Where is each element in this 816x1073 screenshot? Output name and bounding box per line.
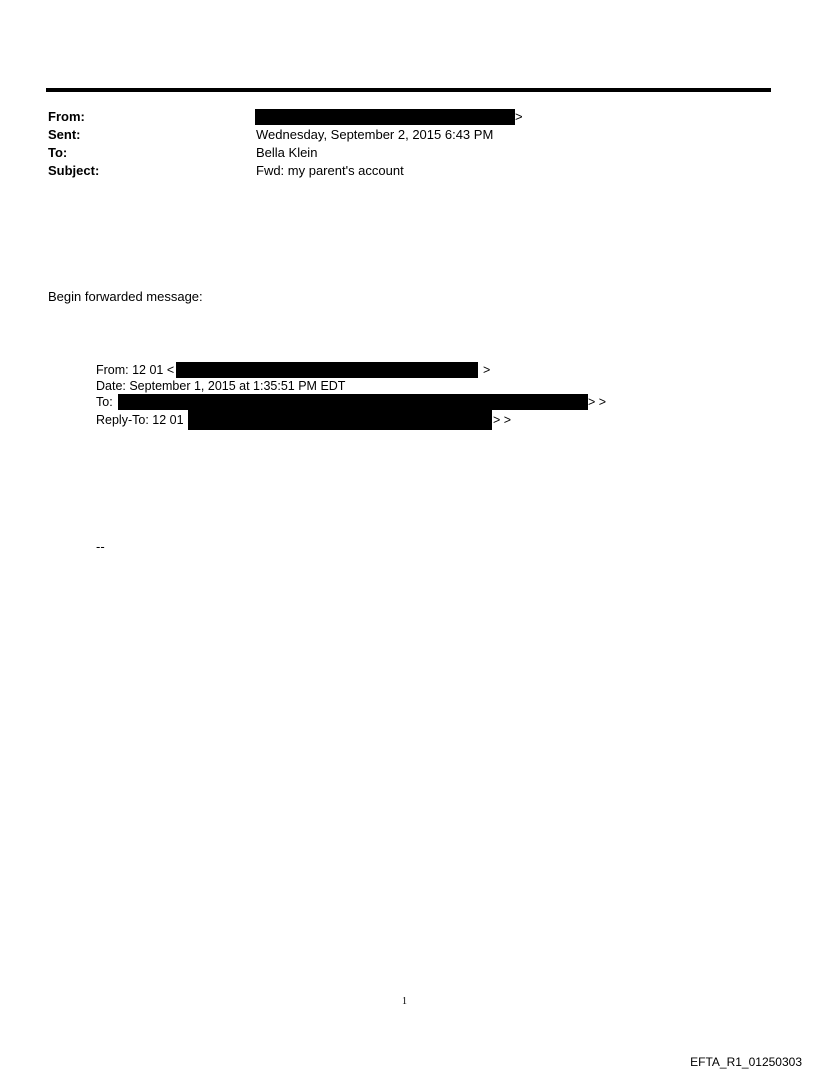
forwarded-from-suffix: > [483,363,491,377]
subject-label: Subject: [48,163,100,178]
from-label: From: [48,109,85,124]
forwarded-reply-to-line [96,412,696,428]
forwarded-date-text: Date: September 1, 2015 at 1:35:51 PM EDT [96,379,346,393]
forwarded-to-line [96,394,696,410]
forwarded-to-suffix: > > [588,395,607,409]
document-id: EFTA_R1_01250303 [690,1055,802,1069]
forwarded-date-line [96,378,696,394]
header-to-row [48,144,748,162]
header-sent-row [48,126,748,144]
header-subject-row [48,162,748,180]
sent-label: Sent: [48,127,81,142]
forwarded-reply-to-prefix: Reply-To: 12 01 [96,413,184,427]
forwarded-to-prefix: To: [96,395,113,409]
forwarded-from-line [96,362,696,378]
forwarded-reply-to-suffix: > > [493,413,512,427]
redaction-bar [255,109,515,125]
header-divider-rule [46,88,771,92]
sent-value: Wednesday, September 2, 2015 6:43 PM [256,127,494,142]
forwarded-from-prefix: From: 12 01 < [96,363,175,377]
redaction-bar [176,362,478,378]
redaction-bar [188,410,492,430]
page-number: 1 [402,996,407,1007]
forward-intro-text: Begin forwarded message: [48,289,203,304]
from-value-suffix: > [515,109,523,124]
redaction-bar [118,394,588,410]
to-label: To: [48,145,68,160]
to-value: Bella Klein [256,145,318,160]
subject-value: Fwd: my parent's account [256,163,404,178]
header-from-row [48,108,748,126]
signature-marker: -- [96,539,105,554]
